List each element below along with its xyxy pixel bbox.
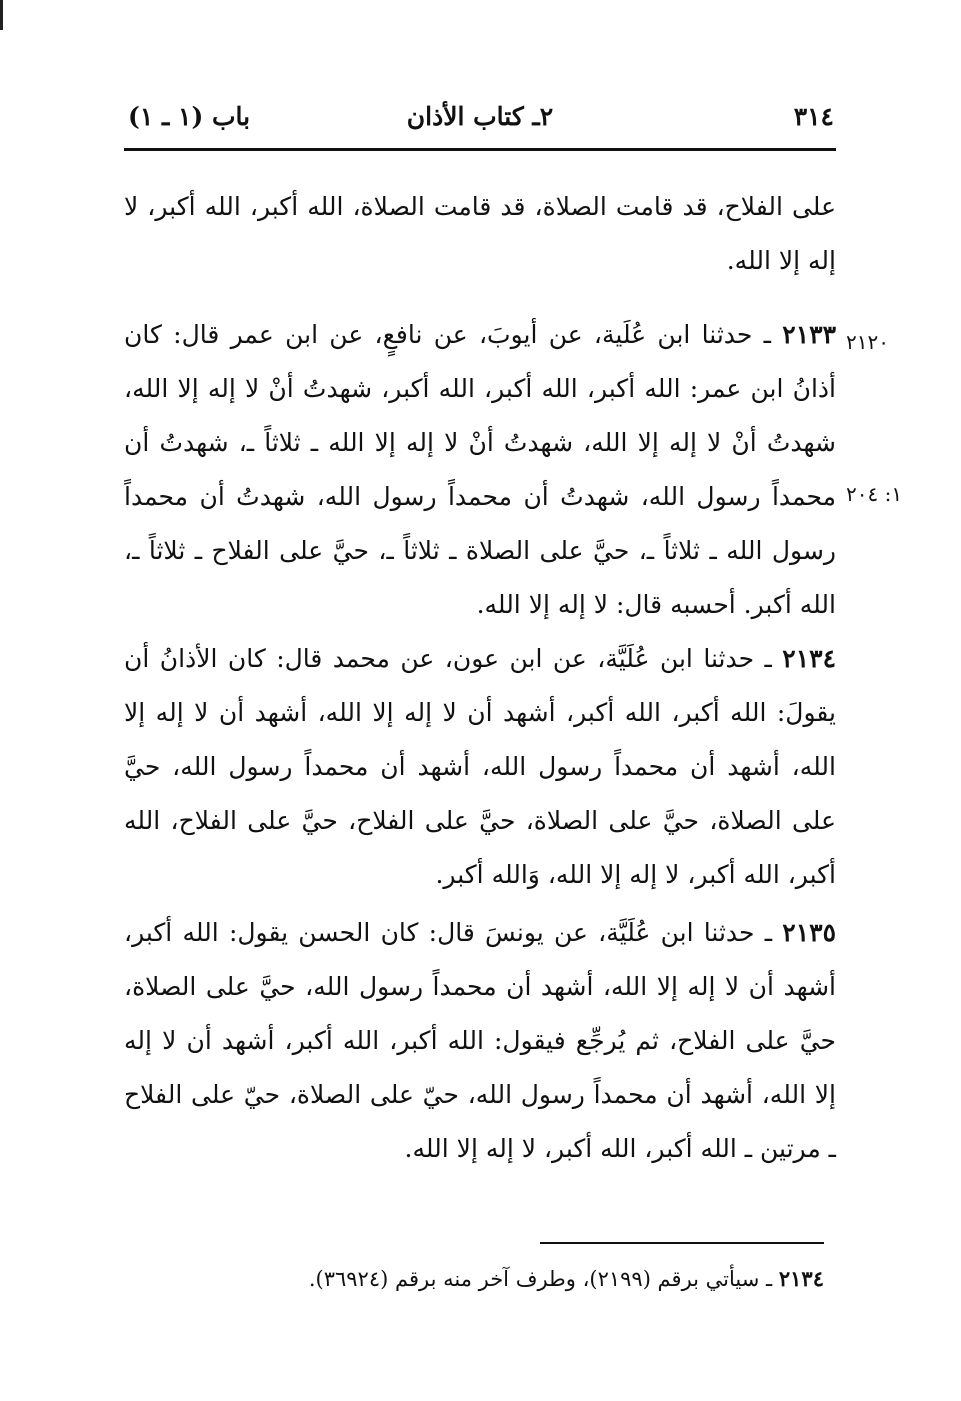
footnote-text: ـ سيأتي برقم (٢١٩٩)، وطرف آخر منه برقم (٣٦٩٢٤). [308, 1267, 773, 1291]
hadith-paragraph [124, 308, 836, 632]
hadith-text: ـ حدثنا ابن عُلَيَّة، عن يونسَ قال: كان الحسن يقول: الله أكبر، أشهد أن لا إله إلا الله، أشهد أن محمداً رسول الله، حيَّ على الصلاة، حيَّ على الفلاح، ثم يُرجِّع فيقول: الله أكبر، الله أكبر، أشهد أن لا إله إلا الله، أشهد أن محمداً رسول الله، حيّ على الصلاة، حيّ على الفلاح ـ مرتين ـ الله أكبر، الله أكبر، لا إله إلا الله. [124, 918, 836, 1163]
page-number: ٣١٤ [793, 102, 834, 131]
footnote-rule [540, 1242, 824, 1244]
hadith-2135 [124, 906, 836, 1176]
hadith-number: ٢١٣٣ [782, 320, 836, 349]
hadith-2134 [124, 632, 836, 902]
margin-note-cross-ref: ٢١٢٠ [846, 330, 889, 354]
header-rule [124, 148, 836, 151]
margin-note-volume-page: ١: ٢٠٤ [846, 482, 903, 506]
hadith-number: ٢١٣٥ [782, 918, 836, 947]
continuation-text: على الفلاح، قد قامت الصلاة، قد قامت الصلاة، الله أكبر، الله أكبر، لا إله إلا الله. [124, 192, 836, 275]
hadith-paragraph [124, 632, 836, 902]
footnote-number: ٢١٣٤ [778, 1266, 824, 1291]
chapter-label: باب (١ ـ ١) [128, 102, 251, 131]
scan-edge-mark [0, 0, 3, 30]
page-header [124, 96, 836, 140]
footnote [200, 1262, 824, 1296]
hadith-paragraph [124, 906, 836, 1176]
hadith-number: ٢١٣٤ [782, 644, 837, 673]
book-title: ٢ـ كتاب الأذان [406, 102, 554, 131]
hadith-text: ـ حدثنا ابن عُلَيَّة، عن ابن عون، عن محمد قال: كان الأذانُ أن يقولَ: الله أكبر، الله أكبر، أشهد أن لا إله إلا الله، أشهد أن لا إله إلا الله، أشهد أن محمداً رسول الله، أشهد أن محمداً رسول الله، حيَّ على الصلاة، حيَّ على الصلاة، حيَّ على الفلاح، حيَّ على الفلاح، الله أكبر، الله أكبر، لا إله إلا الله، وَالله أكبر. [124, 644, 836, 889]
hadith-2133 [124, 308, 836, 632]
hadith-text: ـ حدثنا ابن عُلَية، عن أيوبَ، عن نافعٍ، عن ابن عمر قال: كان أذانُ ابن عمر: الله أكبر، الله أكبر، الله أكبر، شهدتُ أنْ لا إله إلا الله، شهدتُ أنْ لا إله إلا الله، شهدتُ أنْ لا إله إلا الله ـ ثلاثاً ـ، شهدتُ أن محمداً رسول الله، شهدتُ أن محمداً رسول الله، شهدتُ أن محمداً رسول الله ـ ثلاثاً ـ، حيَّ على الصلاة ـ ثلاثاً ـ، حيَّ على الفلاح ـ ثلاثاً ـ، الله أكبر. أحسبه قال: لا إله إلا الله. [124, 320, 836, 619]
continuation-paragraph [124, 180, 836, 288]
